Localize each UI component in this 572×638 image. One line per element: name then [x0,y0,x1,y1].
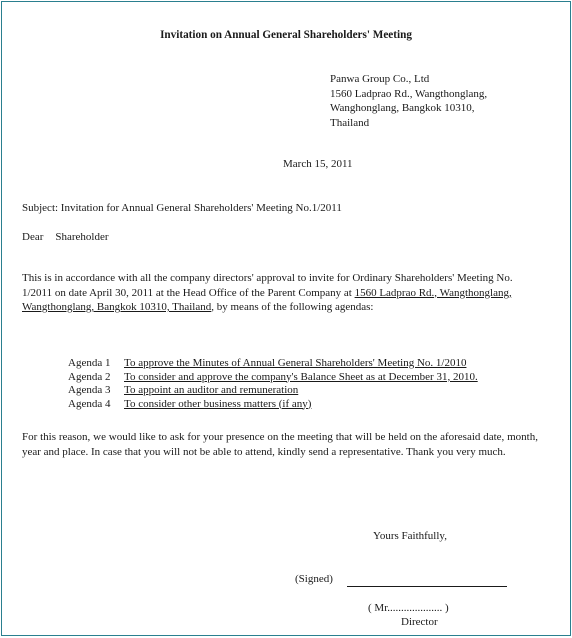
agenda-text: To consider other business matters (if any) [124,397,312,410]
body1-text-a: This is in accordance with all the company directors' approval to invite for Ordinary Shareholders' Meeting No. 1/2011 on date April 30, 2011 at the Head Office of the Parent Company at [22,272,513,299]
agenda-label: Agenda 3 [68,384,111,396]
letter-date: March 15, 2011 [283,158,353,170]
meeting-address: 1560 Ladprao Rd., Wangthonglang, Wangthonglang, Bangkok 10310, Thailand [22,286,512,313]
salutation [22,231,109,243]
body1-text-b: , by means of the following agendas: [211,301,374,313]
letter-page [1,1,571,636]
letter-title: Invitation on Annual General Shareholders' Meeting [160,29,412,41]
agenda-item [68,384,478,398]
address-line1: 1560 Ladprao Rd., Wangthonglang, [330,87,488,100]
signed-label: (Signed) [295,573,333,585]
closing: Yours Faithfully, [373,530,447,542]
agenda-text: To appoint an auditor and remuneration [124,384,299,396]
salutation-recipient: Shareholder [55,231,109,243]
agenda-list [68,357,478,411]
agenda-item [68,357,478,371]
body-paragraph-2: For this reason, we would like to ask for your presence on the meeting that will be held on the aforesaid date, month, year and place. In case that you will not be able to attend, kindly send a representative. Thank you very much. [22,431,538,458]
agenda-label: Agenda 1 [68,357,111,369]
address-line2: Wanghonglang, Bangkok 10310, [330,102,475,114]
body-paragraph-1 [22,271,538,315]
address-country: Thailand [330,116,370,129]
address-company: Panwa Group Co., Ltd [330,73,430,85]
sender-address [330,72,487,130]
signer-name-placeholder: ( Mr.................... ) [368,602,449,614]
signer-title: Director [401,616,438,628]
agenda-item [68,398,478,412]
signature-line [347,586,507,587]
salutation-word: Dear [22,231,44,243]
agenda-label: Agenda 4 [68,397,111,410]
agenda-text: To consider and approve the company's Balance Sheet as at December 31, 2010. [124,370,478,383]
agenda-text: To approve the Minutes of Annual General Shareholders' Meeting No. 1/2010 [124,357,467,369]
agenda-label: Agenda 2 [68,370,111,383]
agenda-item [68,371,478,385]
letter-subject: Subject: Invitation for Annual General Shareholders' Meeting No.1/2011 [22,202,342,214]
